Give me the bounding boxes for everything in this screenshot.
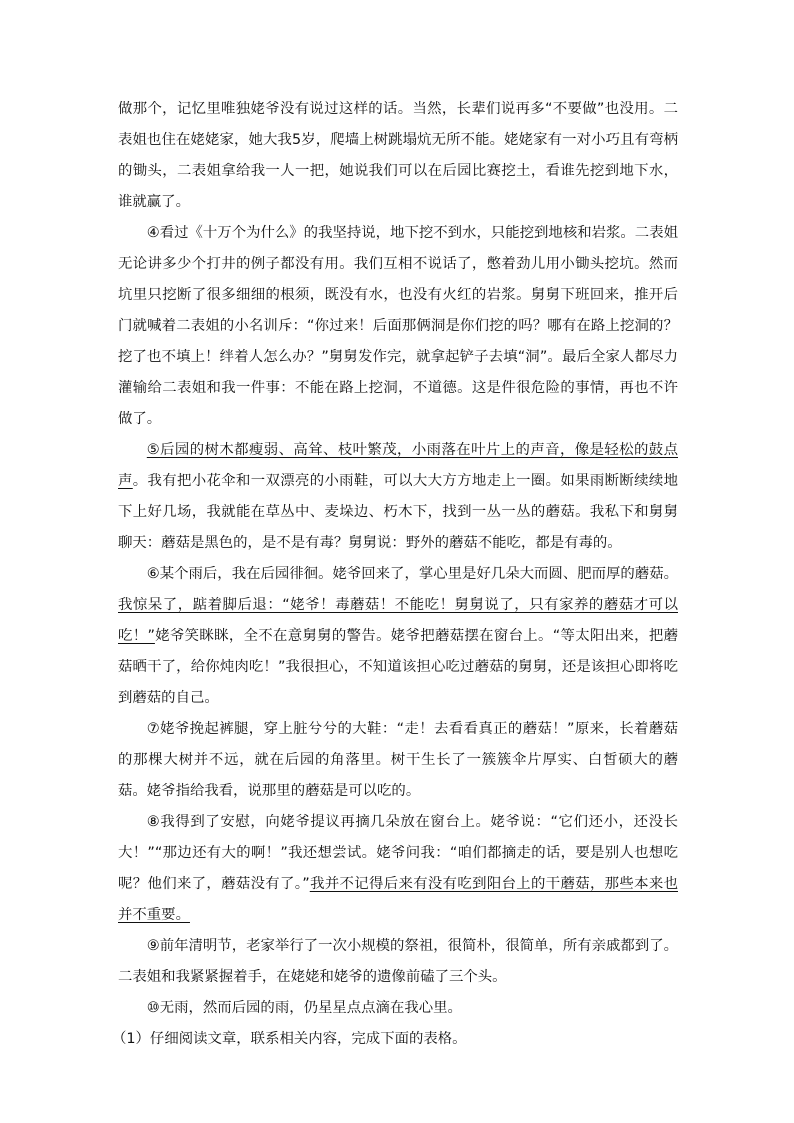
paragraph-6-lead: ⑥某个雨后，我在后园徘徊。姥爷回来了，掌心里是好几朵大而圆、肥而厚的蘑菇。 xyxy=(146,566,678,582)
question-1-text: （1）仔细阅读文章，联系相关内容，完成下面的表格。 xyxy=(112,1031,467,1047)
paragraph-6 xyxy=(118,559,678,714)
paragraph-9 xyxy=(118,931,678,993)
paragraph-5-text: 。我有把小花伞和一双漂亮的小雨鞋，可以大大方方地走上一圈。如果雨断断续续地下上好几场，我就能在草丛中、麦垛边、朽木下，找到一丛一丛的蘑菇。我私下和舅舅聊天：蘑菇是黑色的，是不是有毒？舅舅说：野外的蘑菇不能吃，都是有毒的。 xyxy=(118,473,678,551)
paragraph-4 xyxy=(118,218,678,435)
paragraph-9-text: ⑨前年清明节，老家举行了一次小规模的祭祖，很简朴，很简单，所有亲戚都到了。二表姐和我紧紧握着手，在姥姥和姥爷的遗像前磕了三个头。 xyxy=(118,938,678,985)
paragraph-8 xyxy=(118,807,678,931)
paragraph-6-text: 姥爷笑眯眯，全不在意舅舅的警告。姥爷把蘑菇摆在窗台上。“等太阳出来，把蘑菇晒干了，给你炖肉吃！”我很担心，不知道该担心吃过蘑菇的舅舅，还是该担心即将吃到蘑菇的自己。 xyxy=(118,628,678,706)
paragraph-5 xyxy=(118,435,678,559)
article-body xyxy=(112,94,678,1055)
paragraph-4-text: ④看过《十万个为什么》的我坚持说，地下挖不到水，只能挖到地核和岩浆。二表姐无论讲多少个打井的例子都没有用。我们互相不说话了，憋着劲儿用小锄头挖坑。然而坑里只挖断了很多细细的根须，既没有水，也没有火红的岩浆。舅舅下班回来，推开后门就喊着二表姐的小名训斥：“你过来！后面那俩洞是你们挖的吗？哪有在路上挖洞的？挖了也不填上！绊着人怎么办？”舅舅发作完，就拿起铲子去填“洞”。最后全家人都尽力灌输给二表姐和我一件事：不能在路上挖洞，不道德。这是件很危险的事情，再也不许做了。 xyxy=(118,225,678,427)
paragraph-7 xyxy=(118,714,678,807)
paragraph-8-lead: ⑧我得到了安慰，向姥爷提议再摘几朵放在窗台上。姥爷说：“它们还小，还没长大！”“那边还有大的啊！”我还想尝试。姥爷问我：“咱们都摘走的话，要是别人也想吃呢？他们来了，蘑菇没有了。” xyxy=(118,814,678,892)
paragraph-6-underlined-sentence: 我惊呆了，踮着脚后退：“姥爷！毒蘑菇！不能吃！舅舅说了，只有家养的蘑菇才可以吃！” xyxy=(118,597,678,644)
paragraph-10 xyxy=(118,993,678,1024)
paragraph-10-text: ⑩无雨，然而后园的雨，仍星星点点滴在我心里。 xyxy=(146,1000,462,1016)
paragraph-7-text: ⑦姥爷挽起裤腿，穿上脏兮兮的大鞋：“走！去看看真正的蘑菇！”原来，长着蘑菇的那棵大树并不远，就在后园的角落里。树干生长了一簇簇伞片厚实、白皙硕大的蘑菇。姥爷指给我看，说那里的蘑菇是可以吃的。 xyxy=(118,721,678,799)
question-1 xyxy=(112,1024,678,1055)
paragraph-continued xyxy=(118,94,678,218)
paragraph-continued-text: 做那个，记忆里唯独姥爷没有说过这样的话。当然，长辈们说再多“不要做”也没用。二表姐也住在姥姥家，她大我5岁，爬墙上树跳塌炕无所不能。姥姥家有一对小巧且有弯柄的锄头，二表姐拿给我一人一把，她说我们可以在后园比赛挖土，看谁先挖到地下水，谁就赢了。 xyxy=(118,101,678,210)
paragraph-8-underlined-sentence: 我并不记得后来有没有吃到阳台上的干蘑菇，那些本来也并不重要。 xyxy=(118,876,678,923)
paragraph-5-underlined-sentence: ⑤后园的树木都瘦弱、高耸、枝叶繁茂，小雨落在叶片上的声音，像是轻松的鼓点声 xyxy=(118,442,678,489)
